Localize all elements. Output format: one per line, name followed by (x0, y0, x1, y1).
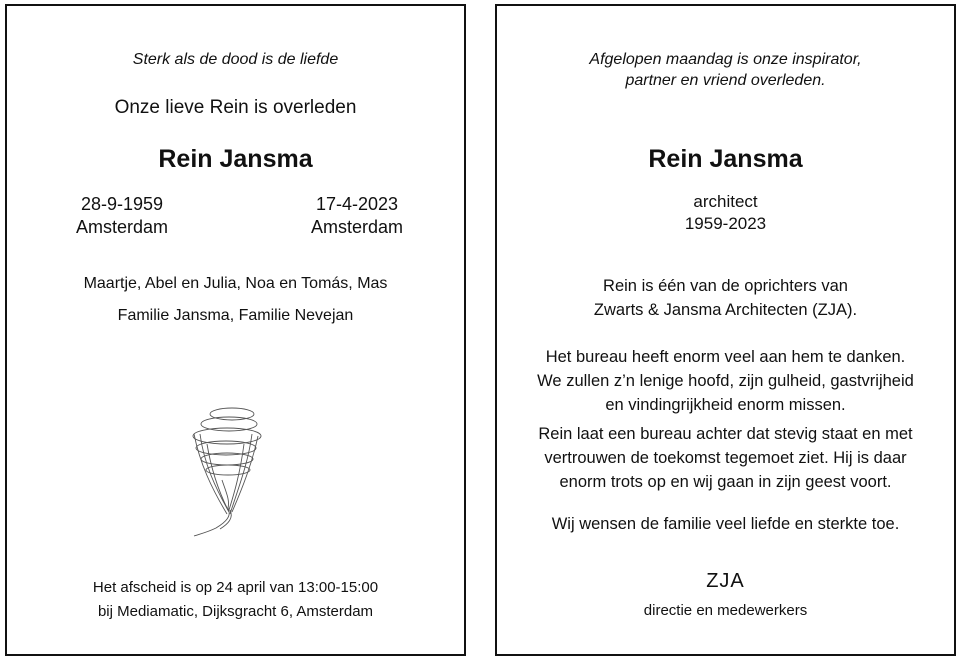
paragraph-3-line-3: enorm trots op en wij gaan in zijn geest voort. (559, 473, 892, 491)
death-notice-company (495, 4, 956, 656)
life-years: 1959-2023 (684, 214, 767, 233)
birth-info (57, 193, 187, 239)
paragraph-2 (497, 345, 954, 417)
death-notice-family (5, 4, 466, 656)
zja-logo: ZJA (706, 570, 745, 592)
paragraph-4: Wij wensen de familie veel liefde en sterkte toe. (551, 515, 900, 533)
farewell-line-2: bij Mediamatic, Dijksgracht 6, Amsterdam (97, 603, 374, 620)
profession: architect (693, 192, 758, 211)
deceased-name: Rein Jansma (158, 145, 313, 173)
paragraph-2-line-1: Het bureau heeft enorm veel aan hem te danken. (545, 348, 906, 366)
birth-place: Amsterdam (75, 217, 169, 237)
paragraph-2-line-2: We zullen z’n lenige hoofd, zijn gulheid, gastvrijheid (537, 372, 914, 390)
intro-line-2: partner en vriend overleden. (625, 72, 826, 89)
intro-line-1: Afgelopen maandag is onze inspirator, (589, 51, 862, 68)
family-line-2: Familie Jansma, Familie Nevejan (117, 307, 354, 324)
paragraph-1-line-1: Rein is één van de oprichters van (603, 277, 848, 295)
deceased-name: Rein Jansma (648, 145, 803, 173)
death-info (292, 193, 422, 239)
paragraph-1 (497, 274, 954, 322)
paragraph-2-line-3: en vindingrijkheid enorm missen. (605, 396, 846, 414)
motto: Sterk als de dood is de liefde (132, 51, 339, 68)
spiral-sketch-icon (182, 404, 272, 539)
farewell-line-1: Het afscheid is op 24 april van 13:00-15:00 (92, 579, 379, 596)
death-date: 17-4-2023 (315, 194, 399, 214)
paragraph-1-line-2: Zwarts & Jansma Architecten (ZJA). (593, 301, 858, 319)
paragraph-3-line-2: vertrouwen de toekomst tegemoet ziet. Hij is daar (544, 449, 907, 467)
family-line-1: Maartje, Abel en Julia, Noa en Tomás, Mas (83, 275, 388, 292)
announcement: Onze lieve Rein is overleden (114, 97, 357, 118)
signature: directie en medewerkers (643, 602, 808, 619)
death-place: Amsterdam (310, 217, 404, 237)
paragraph-3 (497, 422, 954, 494)
birth-date: 28-9-1959 (80, 194, 164, 214)
paragraph-3-line-1: Rein laat een bureau achter dat stevig staat en met (538, 425, 913, 443)
